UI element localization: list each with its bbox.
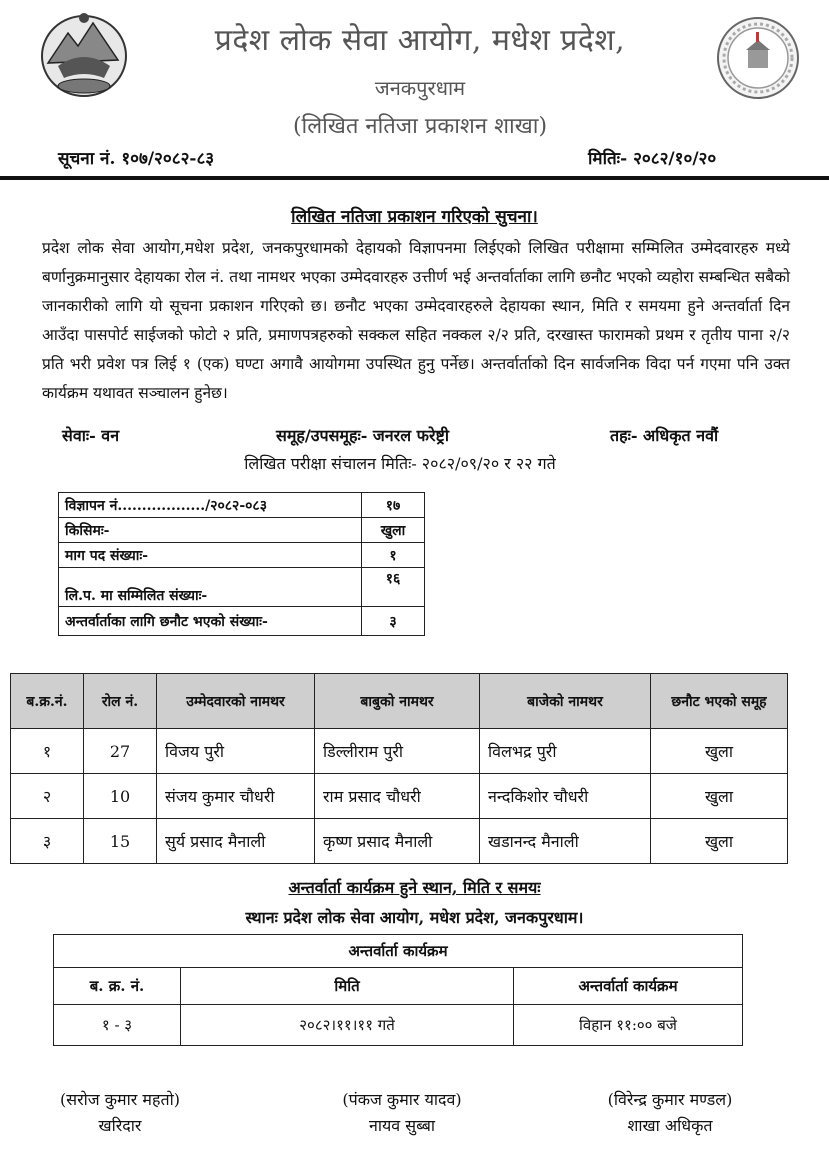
info-label: अन्तर्वार्ताका लागि छनौट भएको संख्याः- [59, 607, 362, 636]
exam-date: लिखित परीक्षा संचालन मितिः- २०८२/०९/२० र २२ गते [244, 454, 556, 473]
signature-2-post: नायव सुब्बा [368, 1116, 435, 1135]
roll-cell: 15 [84, 819, 157, 864]
group-cell: खुला [651, 819, 788, 864]
info-row [59, 543, 425, 568]
candidate-name-cell: संजय कुमार चौधरी [157, 774, 315, 819]
column-header: ब. क्र. नं. [54, 968, 181, 1005]
column-header: बाजेको नामथर [480, 674, 651, 729]
advertisement-info-table [58, 492, 425, 636]
interview-header-row [54, 968, 743, 1005]
info-value: १६ [362, 568, 425, 607]
info-label: विज्ञापन नं................../२०८२-०८३ [59, 493, 362, 518]
branch-name: (लिखित नतिजा प्रकाशन शाखा) [292, 114, 548, 139]
level-label: तहः- अधिकृत नवौं [610, 426, 719, 445]
interview-time-cell: विहान ११:०० बजे [514, 1005, 743, 1046]
grandfather-name-cell: खडानन्द मैनाली [480, 819, 651, 864]
signature-1-post: खरिदार [98, 1116, 142, 1135]
column-header: छनौट भएको समूह [651, 674, 788, 729]
interview-title-row [54, 935, 743, 968]
group-cell: खुला [651, 774, 788, 819]
interview-heading: अन्तर्वार्ता कार्यक्रम हुने स्थान, मिति र समयः [288, 878, 541, 897]
interview-table [53, 934, 743, 1046]
signature-2-name: (पंकज कुमार यादव) [342, 1090, 462, 1109]
candidate-name-cell: सुर्य प्रसाद मैनाली [157, 819, 315, 864]
column-header: रोल नं. [84, 674, 157, 729]
nepal-emblem-logo [38, 8, 130, 100]
interview-table-title: अन्तर्वार्ता कार्यक्रम [54, 935, 743, 968]
column-header: बाबुको नामथर [315, 674, 480, 729]
results-table [10, 673, 788, 864]
interview-date-cell: २०८२।११।११ गते [181, 1005, 514, 1046]
signature-3-name: (विरेन्द्र कुमार मण्डल) [607, 1090, 733, 1109]
column-header: मिति [181, 968, 514, 1005]
table-row [11, 819, 788, 864]
info-value: १ [362, 543, 425, 568]
group-label: समूह/उपसमूहः- जनरल फरेष्ट्री [276, 426, 449, 445]
info-value: १७ [362, 493, 425, 518]
grandfather-name-cell: नन्दकिशोर चौधरी [480, 774, 651, 819]
notice-body: प्रदेश लोक सेवा आयोग,मधेश प्रदेश, जनकपुरधामको देहायको विज्ञापनमा लिईएको लिखित परीक्षामा सम्मिलित उम्मेदवारहरु मध्ये बर्णानुक्रमानुसार देहायका रोल नं. तथा नामथर भएका उम्मेदवारहरु उत्तीर्ण भई अन्तर्वार्ताका लागि छनौट भएको व्यहोरा सम्बन्धित सबैको जानकारीको लागि यो सूचना प्रकाशन गरिएको छ। छनौट भएका उम्मेदवारहरुले देहायका स्थान, मिति र समयमा हुने अन्तर्वार्ता दिन आउँदा पासपोर्ट साईजको फोटो २ प्रति, प्रमाणपत्रहरुको सक्कल सहित नक्कल २/२ प्रति, दरखास्त फारामको प्रथम र तृतीय पाना २/२ प्रति भरी प्रवेश पत्र लिई १ (एक) घण्टा अगावै आयोगमा उपस्थित हुनु पर्नेछ। अन्तर्वार्ताको दिन सार्वजनिक विदा पर्न गएमा पनि उक्त कार्यक्रम यथावत सञ्चालन हुनेछ। [42, 239, 790, 402]
serial-range-cell: १ - ३ [54, 1005, 181, 1046]
info-row [59, 568, 425, 607]
info-label: किसिमः- [59, 518, 362, 543]
info-row [59, 607, 425, 636]
father-name-cell: डिल्लीराम पुरी [315, 729, 480, 774]
serial-cell: ३ [11, 819, 84, 864]
results-header-row [11, 674, 788, 729]
service-label: सेवाः- वन [62, 426, 120, 445]
serial-cell: २ [11, 774, 84, 819]
info-label: माग पद संख्याः- [59, 543, 362, 568]
candidate-name-cell: विजय पुरी [157, 729, 315, 774]
notice-date: मितिः- २०८२/१०/२० [588, 149, 717, 169]
signature-3-post: शाखा अधिकृत [627, 1116, 713, 1135]
table-row [54, 1005, 743, 1046]
table-row [11, 729, 788, 774]
commission-logo [716, 16, 800, 100]
header-divider [0, 176, 829, 180]
column-header: ब.क्र.नं. [11, 674, 84, 729]
info-value: ३ [362, 607, 425, 636]
group-cell: खुला [651, 729, 788, 774]
father-name-cell: कृष्ण प्रसाद मैनाली [315, 819, 480, 864]
commission-title: प्रदेश लोक सेवा आयोग, मधेश प्रदेश, [214, 23, 626, 58]
roll-cell: 27 [84, 729, 157, 774]
info-row [59, 493, 425, 518]
info-row [59, 518, 425, 543]
notice-number: सूचना नं. १०७/२०८२-८३ [58, 149, 215, 169]
serial-cell: १ [11, 729, 84, 774]
info-label: लि.प. मा सम्मिलित संख्याः- [59, 568, 362, 607]
info-value: खुला [362, 518, 425, 543]
column-header: उम्मेदवारको नामथर [157, 674, 315, 729]
signature-1-name: (सरोज कुमार महतो) [60, 1090, 180, 1109]
table-row [11, 774, 788, 819]
interview-place: स्थानः प्रदेश लोक सेवा आयोग, मधेश प्रदेश, जनकपुरधाम। [245, 908, 584, 927]
roll-cell: 10 [84, 774, 157, 819]
commission-city: जनकपुरधाम [374, 76, 466, 100]
column-header: अन्तर्वार्ता कार्यक्रम [514, 968, 743, 1005]
father-name-cell: राम प्रसाद चौधरी [315, 774, 480, 819]
notice-heading: लिखित नतिजा प्रकाशन गरिएको सुचना। [291, 207, 538, 227]
grandfather-name-cell: विलभद्र पुरी [480, 729, 651, 774]
